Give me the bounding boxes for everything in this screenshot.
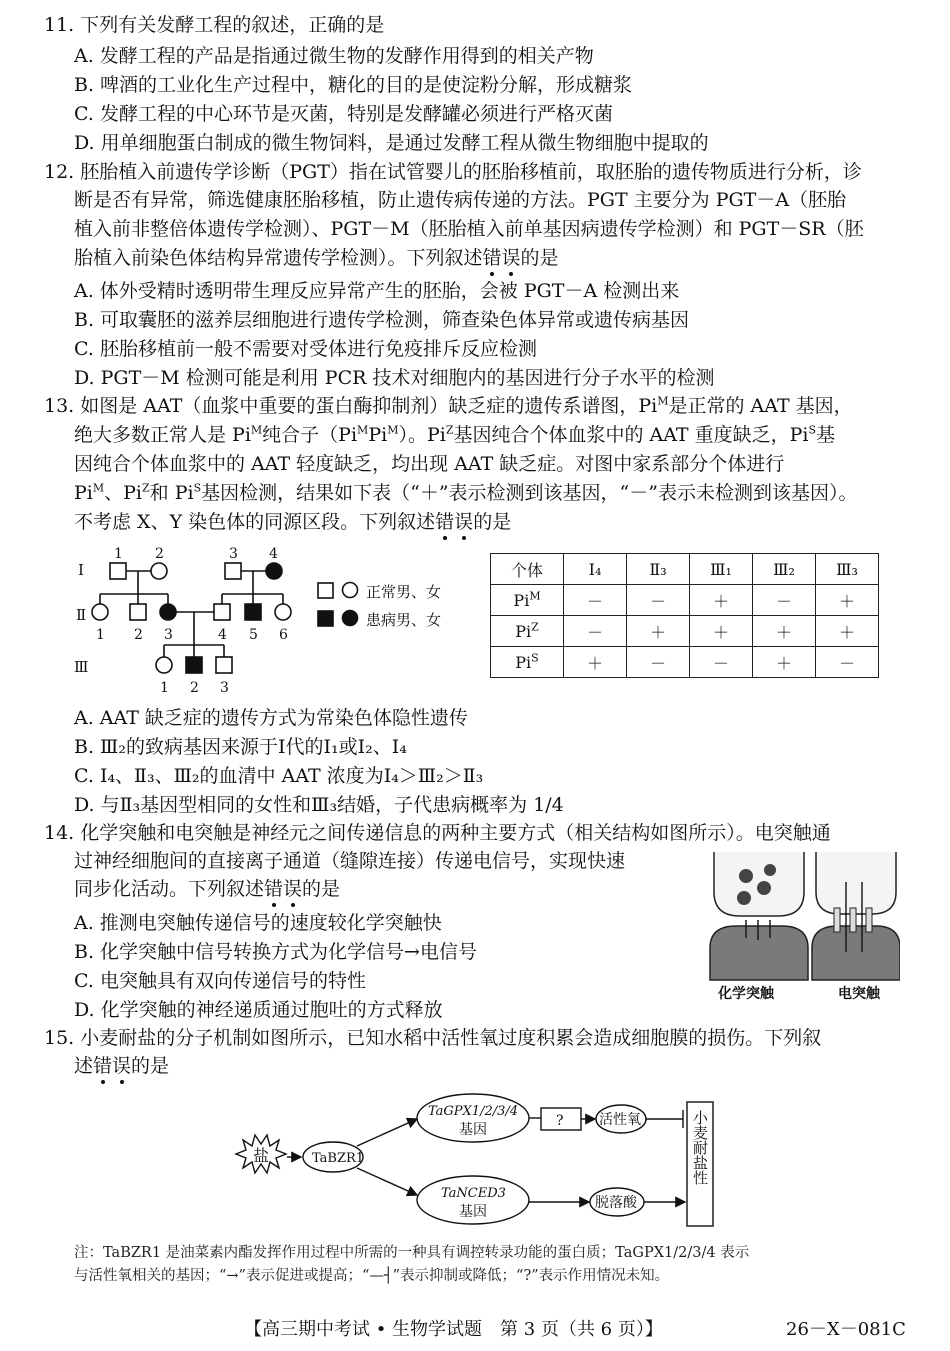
table-header-cell: Ⅲ₁ bbox=[690, 554, 753, 585]
gpx-gene-word: 基因 bbox=[459, 1122, 487, 1138]
II3-affected-female bbox=[160, 604, 176, 620]
II1-normal-female bbox=[92, 604, 108, 620]
q11-option-b: B. 啤酒的工业化生产过程中，糖化的目的是使淀粉分解，形成糖浆 bbox=[74, 74, 633, 96]
svg-text:2: 2 bbox=[155, 546, 164, 562]
legend-normal-label: 正常男、女 bbox=[366, 583, 442, 601]
svg-text:4: 4 bbox=[269, 546, 278, 562]
svg-text:3: 3 bbox=[164, 627, 173, 643]
legend-affected-male-icon bbox=[318, 611, 333, 626]
table-cell: － bbox=[816, 647, 879, 678]
svg-text:1: 1 bbox=[96, 627, 105, 643]
table-row bbox=[491, 616, 879, 647]
table-cell: － bbox=[564, 616, 627, 647]
svg-text:6: 6 bbox=[279, 627, 288, 643]
svg-text:5: 5 bbox=[249, 627, 258, 643]
q14-stem-line1: 14. 化学突触和电突触是神经元之间传递信息的两种主要方式（相关结构如图所示）。电突触通 bbox=[44, 822, 831, 844]
ros-label: 活性氧 bbox=[599, 1112, 641, 1128]
chemical-synapse-image bbox=[710, 852, 808, 980]
q13-stem-line5: 不考虑 X、Y 染色体的同源区段。下列叙述错误的是 bbox=[74, 511, 512, 533]
q11-option-c: C. 发酵工程的中心环节是灭菌，特别是发酵罐必须进行严格灭菌 bbox=[74, 103, 613, 125]
svg-text:3: 3 bbox=[220, 680, 229, 696]
q12-stem-line4: 胎植入前染色体结构异常遗传学检测）。下列叙述错误的是 bbox=[74, 247, 559, 269]
table-header-cell: 个体 bbox=[491, 554, 564, 585]
table-header-cell: Ⅲ₃ bbox=[816, 554, 879, 585]
table-cell: ＋ bbox=[753, 616, 816, 647]
q13-option-a: A. AAT 缺乏症的遗传方式为常染色体隐性遗传 bbox=[74, 707, 468, 729]
svg-text:4: 4 bbox=[218, 627, 227, 643]
legend-affected-label: 患病男、女 bbox=[366, 611, 442, 629]
svg-text:1: 1 bbox=[160, 680, 169, 696]
q11-option-d: D. 用单细胞蛋白制成的微生物饲料，是通过发酵工程从微生物细胞中提取的 bbox=[74, 132, 709, 154]
q13-option-c: C. Ⅰ₄、Ⅱ₃、Ⅲ₂的血清中 AAT 浓度为Ⅰ₄＞Ⅲ₂＞Ⅱ₃ bbox=[74, 765, 484, 787]
table-cell: － bbox=[564, 585, 627, 616]
I2-normal-female bbox=[151, 563, 167, 579]
svg-text:2: 2 bbox=[134, 627, 143, 643]
q13-stem-line2: 绝大多数正常人是 $Pi^M$纯合子$(Pi^MPi^M)$。$Pi^Z$基因纯合个体血浆中的 AAT 重度缺乏，$Pi^S$基 bbox=[74, 423, 836, 446]
legend-normal-male-icon bbox=[318, 583, 333, 598]
III3-normal-male bbox=[216, 657, 232, 673]
I1-normal-male bbox=[110, 563, 126, 579]
q13-stem-line4: $Pi^M$、$Pi^Z$和 $Pi^S$基因检测，结果如下表（“＋”表示检测到该基因，“－”表示未检测到该基因）。 bbox=[74, 481, 858, 504]
q13-stem-line3: 因纯合个体血浆中的 AAT 轻度缺乏，均出现 AAT 缺乏症。对图中家系部分个体进行 bbox=[74, 453, 785, 475]
gen-label-2: Ⅱ bbox=[76, 606, 87, 624]
q12-option-c: C. 胚胎移植前一般不需要对受体进行免疫排斥反应检测 bbox=[74, 338, 537, 360]
II4-normal-male bbox=[214, 604, 230, 620]
wheat-salt-tolerance-label: 小麦耐盐性 bbox=[691, 1110, 709, 1185]
table-cell: ＋ bbox=[690, 616, 753, 647]
q12-stem-line2: 断是否有异常，筛选健康胚胎移植，防止遗传病传递的方法。PGT 主要分为 PGT－A（胚胎 bbox=[74, 189, 847, 211]
q15-stem-line2: 述错误的是 bbox=[74, 1055, 170, 1077]
table-cell: － bbox=[690, 647, 753, 678]
gene-cell: $Pi^M$ bbox=[491, 585, 564, 616]
q14-stem-line3: 同步化活动。下列叙述错误的是 bbox=[74, 878, 341, 900]
table-cell: ＋ bbox=[690, 585, 753, 616]
q14-option-d: D. 化学突触的神经递质通过胞吐的方式释放 bbox=[74, 999, 443, 1021]
gpx-gene-label: TaGPX1/2/3/4 bbox=[428, 1104, 519, 1119]
table-row bbox=[491, 647, 879, 678]
page-footer-code: 26－X－081C bbox=[786, 1319, 906, 1340]
table-cell: ＋ bbox=[564, 647, 627, 678]
nced3-gene-label: TaNCED3 bbox=[441, 1186, 506, 1201]
aba-label: 脱落酸 bbox=[595, 1195, 637, 1211]
tabzr1-label: TaBZR1 bbox=[312, 1151, 365, 1166]
table-cell: ＋ bbox=[816, 616, 879, 647]
table-cell: ＋ bbox=[627, 616, 690, 647]
q15-note-line1: 注：TaBZR1 是油菜素内酯发挥作用过程中所需的一种具有调控转录功能的蛋白质；TaGPX1/2/3/4 表示 bbox=[74, 1245, 750, 1261]
synapse-illustration bbox=[700, 852, 900, 982]
q14-option-c: C. 电突触具有双向传递信号的特性 bbox=[74, 970, 366, 992]
q15-stem-line1: 15. 小麦耐盐的分子机制如图所示，已知水稻中活性氧过度积累会造成细胞膜的损伤。下列叙 bbox=[44, 1027, 822, 1049]
genotype-table bbox=[490, 553, 879, 678]
table-header-cell: Ⅰ₄ bbox=[564, 554, 627, 585]
q14-stem-line2: 过神经细胞间的直接离子通道（缝隙连接）传递电信号，实现快速 bbox=[74, 850, 626, 872]
electrical-synapse-label: 电突触 bbox=[838, 986, 880, 1002]
table-cell: ＋ bbox=[753, 647, 816, 678]
q12-option-d: D. PGT－M 检测可能是利用 PCR 技术对细胞内的基因进行分子水平的检测 bbox=[74, 367, 715, 389]
legend-affected-female-icon bbox=[343, 611, 358, 626]
svg-text:2: 2 bbox=[190, 680, 199, 696]
II2-normal-male bbox=[130, 604, 146, 620]
table-header-cell: Ⅱ₃ bbox=[627, 554, 690, 585]
q15-note-line2: 与活性氧相关的基因；“→”表示促进或提高；“—┤”表示抑制或降低；“?”表示作用情况未知。 bbox=[74, 1268, 670, 1284]
salt-label: 盐 bbox=[253, 1146, 270, 1165]
II5-affected-male bbox=[245, 604, 261, 620]
gen-label-3: Ⅲ bbox=[74, 658, 89, 676]
q14-option-b: B. 化学突触中信号转换方式为化学信号→电信号 bbox=[74, 941, 477, 963]
gene-cell: $Pi^S$ bbox=[491, 647, 564, 678]
table-header-cell: Ⅲ₂ bbox=[753, 554, 816, 585]
q14-option-a: A. 推测电突触传递信号的速度较化学突触快 bbox=[74, 912, 442, 934]
q12-stem-line3: 植入前非整倍体遗传学检测）、PGT－M（胚胎植入前单基因病遗传学检测）和 PGT－SR（胚 bbox=[74, 218, 864, 240]
q12-option-b: B. 可取囊胚的滋养层细胞进行遗传学检测，筛查染色体异常或遗传病基因 bbox=[74, 309, 690, 331]
I4-affected-female bbox=[266, 563, 282, 579]
q12-option-a: A. 体外受精时透明带生理反应异常产生的胚胎，会被 PGT－A 检测出来 bbox=[74, 280, 680, 302]
table-cell: － bbox=[627, 647, 690, 678]
III1-normal-female bbox=[156, 657, 172, 673]
q12-stem-line1: 12. 胚胎植入前遗传学诊断（PGT）指在试管婴儿的胚胎移植前，取胚胎的遗传物质进行分析，诊 bbox=[44, 161, 862, 183]
gen-label-1: Ⅰ bbox=[78, 561, 84, 579]
q11-stem: 11. 下列有关发酵工程的叙述，正确的是 bbox=[44, 14, 385, 36]
q11-option-a: A. 发酵工程的产品是指通过微生物的发酵作用得到的相关产物 bbox=[74, 45, 594, 67]
q13-stem-line1: 13. 如图是 AAT（血浆中重要的蛋白酶抑制剂）缺乏症的遗传系谱图，$Pi^M$是正常的 AAT 基因， bbox=[44, 394, 853, 417]
svg-text:3: 3 bbox=[229, 546, 238, 562]
III2-affected-male bbox=[186, 657, 202, 673]
II6-normal-female bbox=[275, 604, 291, 620]
table-row bbox=[491, 585, 879, 616]
page-footer-title: 【高三期中考试 • 生物学试题 第 3 页（共 6 页）】 bbox=[244, 1319, 663, 1340]
salt-tolerance-diagram bbox=[225, 1088, 725, 1240]
table-cell: － bbox=[627, 585, 690, 616]
svg-text:1: 1 bbox=[114, 546, 123, 562]
nced3-gene-word: 基因 bbox=[459, 1204, 487, 1220]
gene-cell: $Pi^Z$ bbox=[491, 616, 564, 647]
chemical-synapse-label: 化学突触 bbox=[718, 986, 774, 1002]
unknown-symbol: ? bbox=[556, 1113, 564, 1129]
electrical-synapse-image bbox=[812, 852, 900, 980]
q13-option-d: D. 与Ⅱ₃基因型相同的女性和Ⅲ₃结婚，子代患病概率为 1/4 bbox=[74, 794, 564, 816]
I3-normal-male bbox=[225, 563, 241, 579]
legend-normal-female-icon bbox=[343, 583, 358, 598]
table-cell: ＋ bbox=[816, 585, 879, 616]
table-cell: － bbox=[753, 585, 816, 616]
q13-option-b: B. Ⅲ₂的致病基因来源于Ⅰ代的Ⅰ₁或Ⅰ₂、Ⅰ₄ bbox=[74, 736, 407, 758]
table-header-row bbox=[491, 554, 879, 585]
